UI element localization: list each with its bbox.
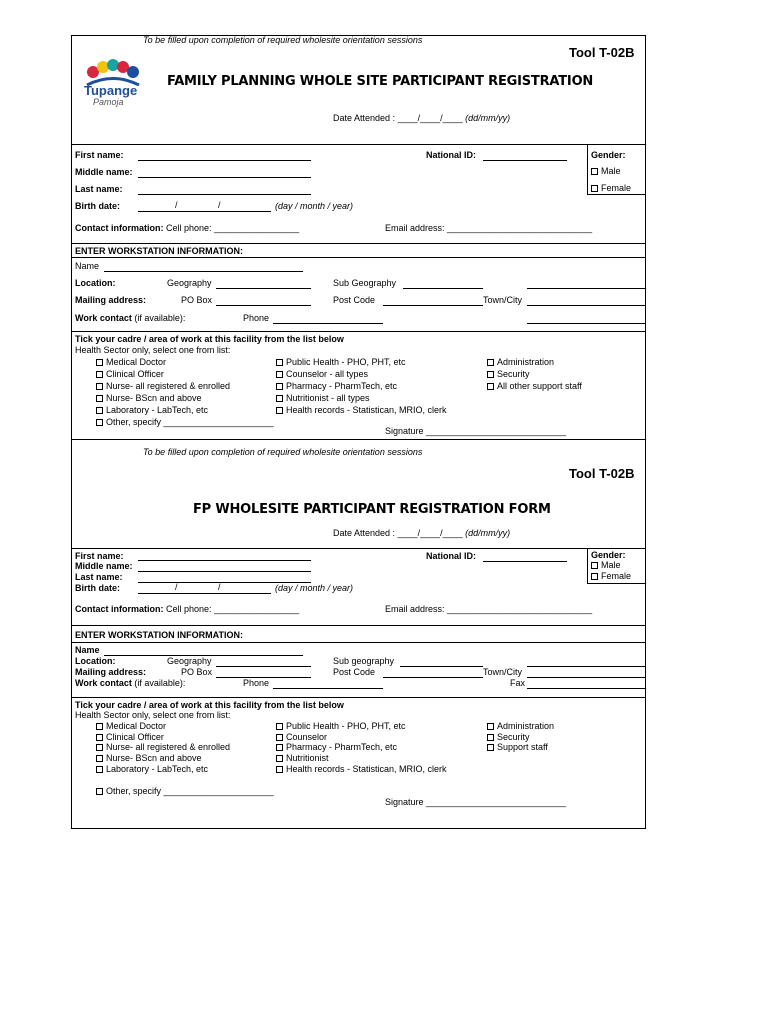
checkbox-icon[interactable] — [276, 371, 283, 378]
date-attended-field[interactable]: ____/____/____ — [397, 113, 463, 123]
cadre-option[interactable] — [276, 742, 397, 752]
logo-figures-icon — [84, 58, 142, 86]
birth-date-field[interactable] — [138, 211, 271, 212]
town-city-field[interactable] — [527, 677, 645, 678]
checkbox-icon[interactable] — [96, 755, 103, 762]
cadre-option[interactable] — [276, 381, 397, 391]
checkbox-icon[interactable] — [591, 185, 598, 192]
town-city-field[interactable] — [527, 305, 645, 306]
extra-field[interactable] — [527, 288, 645, 289]
divider — [72, 257, 645, 258]
location-label: Location: — [75, 656, 116, 666]
last-name-label: Last name: — [75, 572, 123, 582]
cadre-option[interactable] — [487, 721, 554, 731]
slash: / — [175, 582, 178, 592]
cadre-option-label: Health records - Statistican, MRIO, clerk — [286, 405, 447, 415]
section-divider — [72, 439, 645, 440]
geography-field[interactable] — [216, 666, 311, 667]
mailing-label: Mailing address: — [75, 295, 147, 305]
female-option[interactable] — [591, 183, 631, 193]
slash: / — [175, 200, 178, 210]
male-label: Male — [601, 166, 621, 176]
cadre-option[interactable] — [487, 732, 530, 742]
phone-label: Phone — [243, 313, 270, 323]
checkbox-icon[interactable] — [591, 573, 598, 580]
fax-label: Fax — [510, 678, 526, 688]
cadre-option-label: Pharmacy - PharmTech, etc — [286, 381, 398, 391]
divider — [72, 243, 645, 244]
cadre-option[interactable] — [276, 369, 368, 379]
male-option[interactable] — [591, 560, 621, 570]
cadre-option-label: Support staff — [497, 742, 548, 753]
checkbox-icon[interactable] — [487, 371, 494, 378]
po-box-field[interactable] — [216, 305, 311, 306]
contact-label: Contact information: — [75, 223, 164, 233]
cadre-option-label: Medical Doctor — [106, 721, 167, 731]
cadre-option-label: Health records - Statistican, MRIO, clerk — [286, 763, 447, 774]
slash: / — [218, 200, 221, 210]
date-attended-label: Date Attended : — [333, 528, 396, 538]
orientation-note: To be filled upon completion of required wholesite orientation sessions — [143, 447, 423, 457]
sub-geography-label: Sub Geography — [333, 278, 397, 288]
cadre-subtitle: Health Sector only, select one from list: — [75, 710, 231, 720]
checkbox-icon[interactable] — [96, 734, 103, 741]
cadre-option[interactable] — [487, 742, 548, 752]
divider — [72, 144, 645, 145]
cadre-option[interactable] — [96, 369, 164, 379]
phone-label: Phone — [243, 678, 270, 688]
cadre-option-label: Public Health - PHO, PHT, etc — [286, 357, 406, 367]
post-code-label: Post Code — [333, 295, 376, 305]
cadre-option[interactable] — [96, 764, 208, 774]
checkbox-icon[interactable] — [96, 359, 103, 366]
middle-name-field[interactable] — [138, 177, 311, 178]
checkbox-icon[interactable] — [591, 168, 598, 175]
ws-name-field[interactable] — [104, 271, 303, 272]
checkbox-icon[interactable] — [487, 744, 494, 751]
cadre-option-label: Security — [497, 731, 530, 742]
sub-geography-label: Sub geography — [333, 656, 395, 666]
checkbox-icon[interactable] — [276, 755, 283, 762]
checkbox-icon[interactable] — [96, 395, 103, 402]
first-name-label: First name: — [75, 150, 124, 160]
female-label: Female — [601, 571, 632, 581]
orientation-note: To be filled upon completion of required wholesite orientation sessions — [143, 35, 423, 45]
date-format: (dd/mm/yy) — [465, 113, 511, 123]
checkbox-icon[interactable] — [96, 723, 103, 730]
male-option[interactable] — [591, 166, 621, 176]
ws-name-label: Name — [75, 645, 100, 655]
workstation-heading: ENTER WORKSTATION INFORMATION: — [75, 630, 243, 640]
tool-code: Tool T-02B — [569, 466, 635, 481]
cadre-option[interactable] — [276, 764, 447, 774]
phone-field[interactable] — [273, 323, 383, 324]
if-available: (if available): — [134, 678, 186, 688]
cadre-option-label: Nurse- all registered & enrolled — [106, 381, 231, 391]
national-id-label: National ID: — [426, 150, 477, 160]
cadre-option[interactable] — [96, 732, 164, 742]
cadre-option-label: Medical Doctor — [106, 357, 167, 367]
checkbox-icon[interactable] — [276, 359, 283, 366]
contact-info — [75, 223, 299, 233]
signature-field[interactable]: Signature ____________________________ — [385, 426, 567, 436]
divider — [72, 697, 645, 698]
checkbox-icon[interactable] — [276, 744, 283, 751]
checkbox-icon[interactable] — [276, 723, 283, 730]
signature-field[interactable]: Signature ____________________________ — [385, 797, 567, 807]
form-title: FAMILY PLANNING WHOLE SITE PARTICIPANT REGISTRATION — [167, 74, 594, 89]
cadre-option[interactable] — [96, 381, 230, 391]
form-title: FP WHOLESITE PARTICIPANT REGISTRATION FORM — [193, 502, 551, 517]
cadre-option-label: Counselor — [286, 731, 328, 742]
cadre-subtitle: Health Sector only, select one from list: — [75, 345, 231, 355]
cadre-option[interactable] — [96, 405, 208, 415]
date-attended-label: Date Attended : — [333, 113, 396, 123]
geography-label: Geography — [167, 278, 212, 288]
divider — [72, 331, 645, 332]
middle-name-field[interactable] — [138, 571, 311, 572]
logo-sub: Pamoja — [93, 97, 124, 107]
checkbox-icon[interactable] — [276, 383, 283, 390]
cadre-option-label: Other, specify ______________________ — [106, 417, 274, 427]
cadre-option-label: Nurse- BScn and above — [106, 753, 202, 764]
date-attended — [333, 113, 510, 123]
cadre-option-label: All other support staff — [497, 381, 582, 391]
post-code-field[interactable] — [383, 305, 483, 306]
checkbox-icon[interactable] — [276, 734, 283, 741]
contact-info — [75, 604, 299, 614]
cadre-option[interactable] — [487, 381, 582, 391]
gender-label: Gender: — [591, 150, 626, 160]
birth-format: (day / month / year) — [275, 583, 354, 593]
cadre-option[interactable] — [96, 721, 166, 731]
last-name-field[interactable] — [138, 194, 311, 195]
date-format: (dd/mm/yy) — [465, 528, 511, 538]
female-label: Female — [601, 183, 632, 193]
post-code-field[interactable] — [383, 677, 483, 678]
slash: / — [218, 582, 221, 592]
geography-field[interactable] — [216, 288, 311, 289]
workstation-heading: ENTER WORKSTATION INFORMATION: — [75, 246, 243, 256]
birth-date-label: Birth date: — [75, 201, 120, 211]
work-contact-label: Work contact — [75, 678, 132, 688]
national-id-field[interactable] — [483, 160, 567, 161]
cadre-option[interactable] — [96, 753, 202, 763]
cadre-option-label: Nurse- BScn and above — [106, 393, 202, 403]
checkbox-icon[interactable] — [487, 359, 494, 366]
tupange-logo — [84, 58, 142, 108]
cadre-option[interactable] — [276, 405, 447, 415]
date-attended — [333, 528, 510, 538]
cadre-option[interactable] — [276, 393, 370, 403]
birth-format: (day / month / year) — [275, 201, 354, 211]
cadre-title: Tick your cadre / area of work at this facility from the list below — [75, 334, 344, 344]
checkbox-icon[interactable] — [96, 766, 103, 773]
cadre-option[interactable] — [96, 393, 202, 403]
checkbox-icon[interactable] — [487, 383, 494, 390]
work-contact — [75, 313, 185, 323]
phone-field[interactable] — [273, 688, 383, 689]
other-option[interactable] — [96, 786, 274, 796]
divider — [72, 642, 645, 643]
cell-phone-field[interactable]: Cell phone: _________________ — [166, 604, 300, 614]
contact-label: Contact information: — [75, 604, 164, 614]
tool-code: Tool T-02B — [569, 45, 635, 60]
first-name-field[interactable] — [138, 160, 311, 161]
national-id-label: National ID: — [426, 551, 477, 561]
po-box-label: PO Box — [181, 295, 213, 305]
work-contact — [75, 678, 185, 688]
checkbox-icon[interactable] — [276, 766, 283, 773]
work-contact-label: Work contact — [75, 313, 132, 323]
email-field[interactable]: Email address: _____________________________ — [385, 223, 593, 233]
birth-date-field[interactable] — [138, 593, 271, 594]
cadre-option-label: Security — [497, 369, 530, 379]
checkbox-icon[interactable] — [591, 562, 598, 569]
checkbox-icon[interactable] — [96, 407, 103, 414]
fax-field[interactable] — [527, 688, 645, 689]
cadre-option-label: Administration — [497, 721, 555, 731]
email-field[interactable]: Email address: _____________________________ — [385, 604, 593, 614]
cadre-option-label: Counselor - all types — [286, 369, 369, 379]
cadre-option[interactable] — [487, 369, 530, 379]
logo-word: Tupange — [84, 83, 138, 98]
middle-name-label: Middle name: — [75, 561, 133, 571]
cadre-option[interactable] — [96, 417, 274, 427]
checkbox-icon[interactable] — [276, 407, 283, 414]
gender-label: Gender: — [591, 550, 626, 560]
post-code-label: Post Code — [333, 667, 376, 677]
date-attended-field[interactable]: ____/____/____ — [397, 528, 463, 538]
other-label: Other, specify ______________________ — [106, 786, 274, 796]
last-name-label: Last name: — [75, 184, 123, 194]
checkbox-icon[interactable] — [487, 723, 494, 730]
divider — [72, 625, 645, 626]
cadre-option-label: Pharmacy - PharmTech, etc — [286, 742, 398, 753]
checkbox-icon[interactable] — [276, 395, 283, 402]
cadre-option-label: Public Health - PHO, PHT, etc — [286, 721, 406, 731]
cadre-option-label: Nurse- all registered & enrolled — [106, 742, 231, 753]
cadre-option-label: Administration — [497, 357, 555, 367]
sub-geography-field[interactable] — [403, 288, 483, 289]
location-label: Location: — [75, 278, 116, 288]
checkbox-icon[interactable] — [96, 383, 103, 390]
mailing-label: Mailing address: — [75, 667, 147, 677]
extra-field[interactable] — [527, 666, 645, 667]
cadre-option-label: Laboratory - LabTech, etc — [106, 763, 209, 774]
cadre-option[interactable] — [96, 742, 230, 752]
geography-label: Geography — [167, 656, 212, 666]
if-available: (if available): — [134, 313, 186, 323]
cadre-option-label: Nutritionist - all types — [286, 393, 370, 403]
checkbox-icon[interactable] — [96, 419, 103, 426]
checkbox-icon[interactable] — [96, 371, 103, 378]
checkbox-icon[interactable] — [96, 744, 103, 751]
sub-geography-field[interactable] — [400, 666, 483, 667]
extra-field[interactable] — [527, 323, 645, 324]
birth-date-label: Birth date: — [75, 583, 120, 593]
middle-name-label: Middle name: — [75, 167, 133, 177]
cadre-option-label: Nutritionist — [286, 753, 329, 764]
cadre-option-label: Laboratory - LabTech, etc — [106, 405, 209, 415]
cadre-option[interactable] — [276, 732, 327, 742]
divider — [72, 548, 645, 549]
cadre-option[interactable] — [96, 357, 166, 367]
ws-name-label: Name — [75, 261, 100, 271]
cadre-option[interactable] — [487, 357, 554, 367]
cadre-option[interactable] — [276, 753, 329, 763]
cadre-title: Tick your cadre / area of work at this facility from the list below — [75, 700, 344, 710]
female-option[interactable] — [591, 571, 631, 581]
cell-phone-field[interactable]: Cell phone: _________________ — [166, 223, 300, 233]
first-name-field[interactable] — [138, 560, 311, 561]
po-box-label: PO Box — [181, 667, 213, 677]
cadre-option[interactable] — [276, 721, 406, 731]
town-city-label: Town/City — [483, 295, 523, 305]
cadre-option[interactable] — [276, 357, 406, 367]
town-city-label: Town/City — [483, 667, 523, 677]
cadre-option-label: Clinical Officer — [106, 731, 164, 742]
cadre-option-label: Clinical Officer — [106, 369, 164, 379]
first-name-label: First name: — [75, 551, 124, 561]
national-id-field[interactable] — [483, 561, 567, 562]
checkbox-icon[interactable] — [487, 734, 494, 741]
male-label: Male — [601, 560, 621, 570]
checkbox-icon[interactable] — [96, 788, 103, 795]
